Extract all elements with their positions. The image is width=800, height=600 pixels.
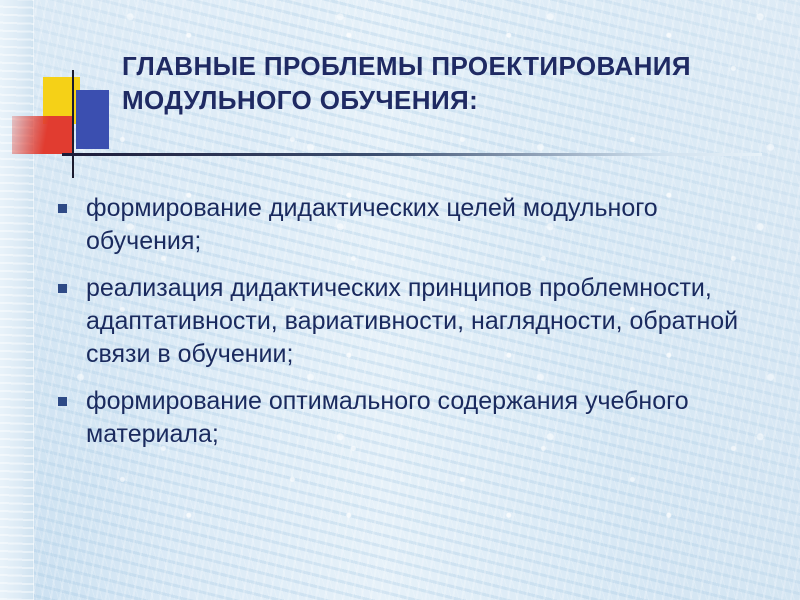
list-item	[52, 192, 772, 258]
slide-title	[122, 50, 772, 118]
slide-title-line-1: ГЛАВНЫЕ ПРОБЛЕМЫ ПРОЕКТИРОВАНИЯ	[122, 51, 691, 81]
list-item-text: формирование оптимального содержания учебного материала;	[86, 387, 689, 448]
red-square-decoration	[12, 116, 74, 154]
bullet-square-icon	[58, 204, 67, 213]
slide-title-line-2: МОДУЛЬНОГО ОБУЧЕНИЯ:	[122, 84, 479, 115]
title-divider-rule	[62, 153, 762, 156]
list-item-text: реализация дидактических принципов проблемности, адаптативности, вариативности, наглядности, обратной связи в обучении;	[86, 274, 739, 368]
list-item	[52, 272, 772, 371]
bullet-square-icon	[58, 397, 67, 406]
blue-square-decoration	[76, 90, 109, 149]
list-item	[52, 385, 772, 451]
list-item-text: формирование дидактических целей модульного обучения;	[86, 194, 658, 255]
bullet-list	[52, 192, 772, 465]
vertical-line-decoration	[72, 70, 74, 178]
bullet-square-icon	[58, 284, 67, 293]
